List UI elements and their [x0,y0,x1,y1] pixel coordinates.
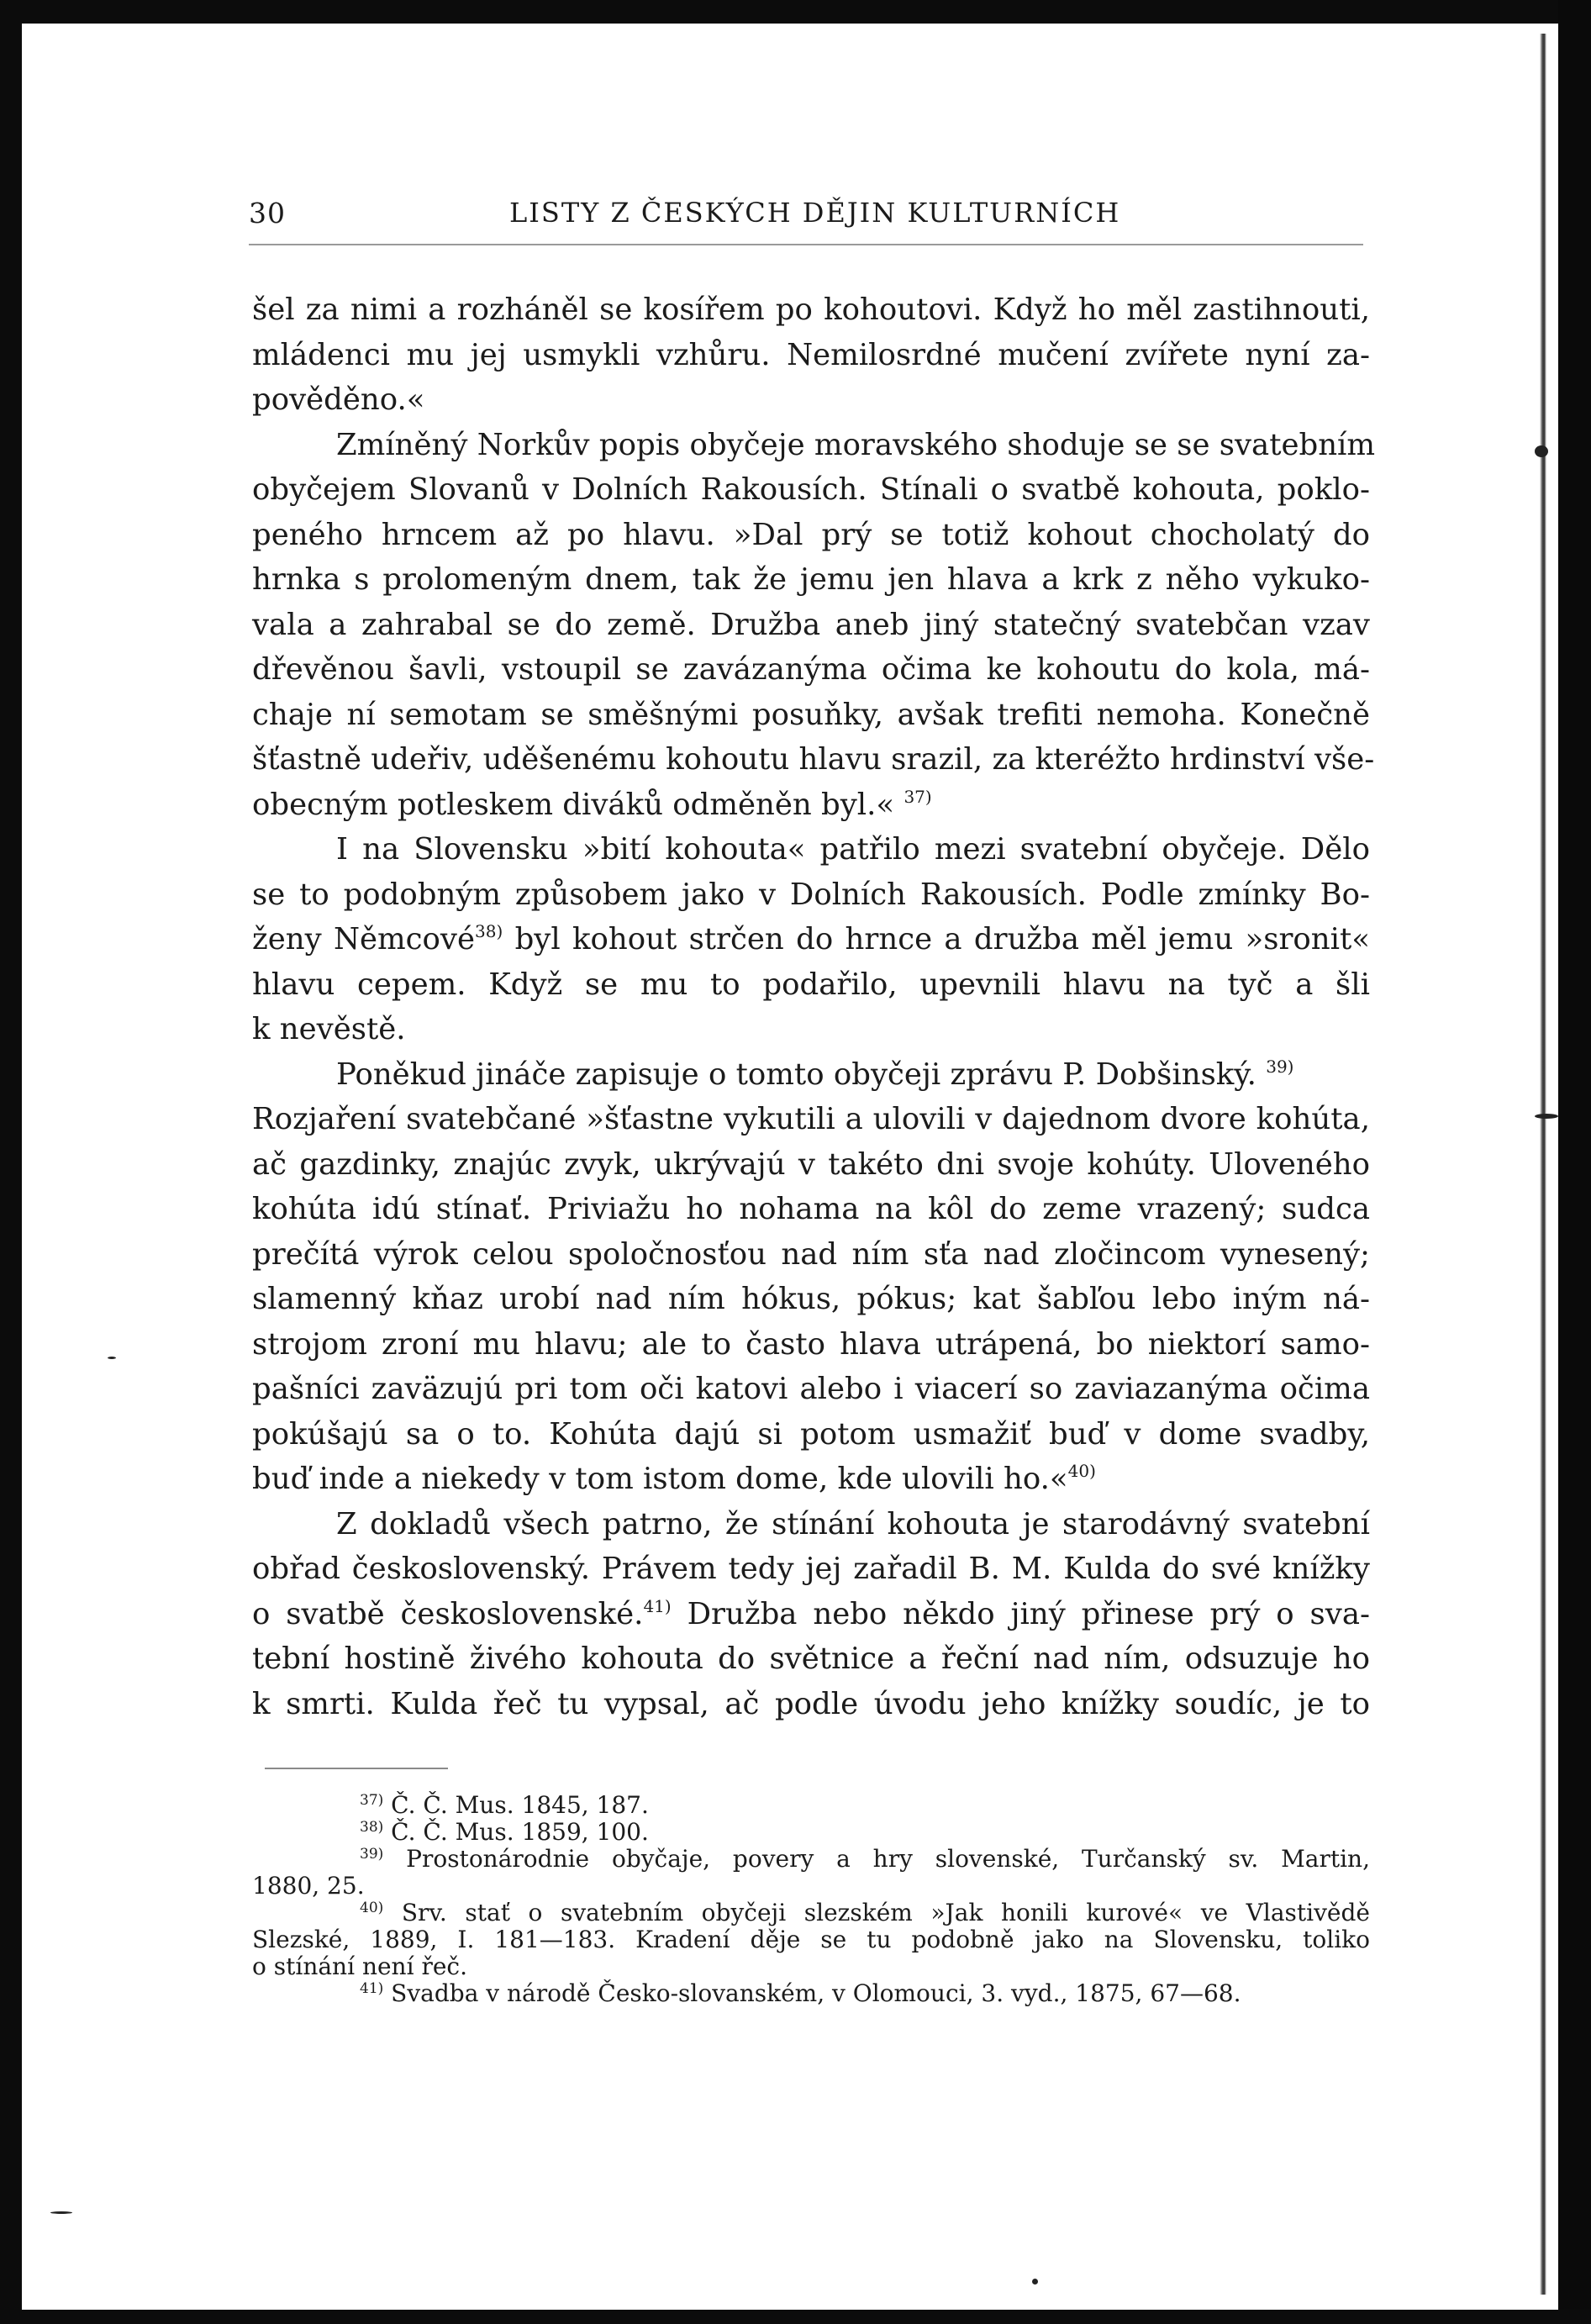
text-line: ač gazdinky, znajúc zvyk, ukrývajú v takéto dni svoje kohúty. Uloveného [252,1146,1370,1182]
text-line: se to podobným způsobem jako v Dolních Rakousích. Podle zmínky Bo- [252,877,1370,912]
text-line: Rozjaření svatebčané »šťastne vykutili a ulovili v dajednom dvore kohúta, [252,1102,1370,1136]
line-text: Poněkud jináče zapisuje o tomto obyčeji zprávu P. Dobšinský. [336,1057,1256,1092]
text-line: mládenci mu jej usmykli vzhůru. Nemilosrdné mučení zvířete nyní za- [252,337,1370,372]
footnote-text: Prostonárodnie obyčaje, povery a hry slovenské, Turčanský sv. Martin, [406,1845,1370,1873]
text-line: peného hrncem až po hlavu. »Dal prý se totiž kohout chocholatý do [252,517,1370,552]
scan-speck [1535,445,1548,457]
scan-speck [50,2211,72,2214]
text-line: pověděno.« [252,382,425,417]
text-line: obřad československý. Právem tedy jej zařadil B. M. Kulda do své knížky [252,1552,1370,1586]
text-line: vala a zahrabal se do země. Družba aneb jiný statečný svatebčan vzav [252,607,1370,642]
text-line: chaje ní semotam se směšnými posuňky, avšak trefiti nemoha. Konečně [252,697,1370,732]
page-number: 30 [249,197,286,229]
footnote-39 [252,1846,1370,1873]
footnote-ref-39: 39) [1266,1056,1294,1077]
text-line: I na Slovensku »bití kohouta« patřilo mezi svatební obyčeje. Dělo [336,832,1370,867]
footnote-number: 40) [360,1900,384,1916]
footnote-38 [252,1819,1370,1846]
footnote-40-cont: Slezské, 1889, I. 181—183. Kradení děje se tu podobně jako na Slovensku, toliko [252,1926,1370,1953]
scan-border-right [1558,0,1591,2324]
footnote-40 [252,1900,1370,1926]
line-text: obecným potleskem diváků odměněn byl.« [252,787,895,822]
text-line [252,1052,1370,1098]
footnote-text: Svadba v národě Česko-slovanském, v Olomouci, 3. vyd., 1875, 67—68. [391,1979,1241,2007]
footnote-number: 39) [360,1846,384,1863]
footnote-ref-40: 40) [1067,1461,1096,1481]
text-line: obyčejem Slovanů v Dolních Rakousích. Stínali o svatbě kohouta, poklo- [252,472,1370,507]
line-text: o svatbě československé. [252,1596,644,1631]
scan-speck [1535,1114,1558,1119]
footnotes [252,1792,1370,2007]
body-text [252,287,1376,1726]
scan-speck [108,1357,116,1359]
footnote-ref-37: 37) [903,786,932,807]
text-line: slamenný kňaz urobí nad ním hókus, pókus; kat šabľou lebo iným ná- [252,1282,1370,1316]
footnote-rule [265,1768,448,1769]
footnote-text: Č. Č. Mus. 1859, 100. [391,1818,649,1846]
text-line: pašníci zaväzujú pri tom oči katovi alebo i viacerí so zaviazanýma očima [252,1372,1370,1406]
text-line [252,783,1370,828]
footnote-40-cont: o stínání není řeč. [252,1952,467,1980]
text-line [252,1592,1370,1637]
text-line [252,1457,1370,1502]
running-title: LISTY Z ČESKÝCH DĚJIN KULTURNÍCH [509,197,1121,229]
line-text: byl kohout strčen do hrnce a družba měl jemu »sronit« [503,922,1370,956]
text-line: šel za nimi a rozháněl se kosířem po kohoutovi. Když ho měl zastihnouti, [252,292,1370,327]
text-line: šťastně udeřiv, uděšenému kohoutu hlavu srazil, za kteréžto hrdinství vše- [252,742,1375,777]
footnote-41 [252,1980,1370,2007]
text-line: Z dokladů všech patrno, že stínání kohouta je starodávný svatební [336,1506,1370,1541]
footnote-ref-41: 41) [643,1595,672,1616]
footnote-text: Č. Č. Mus. 1845, 187. [391,1791,649,1819]
line-text: Družba nebo někdo jiný přinese prý o sva- [671,1596,1370,1631]
text-line: tební hostině živého kohouta do světnice a řeční nad ním, odsuzuje ho [252,1642,1370,1676]
scan-speck [1032,2279,1038,2284]
text-line: prečítá výrok celou spoločnosťou nad ním sťa nad zločincom vynesený; [252,1236,1370,1272]
footnote-number: 37) [360,1792,384,1809]
text-line: kohúta idú stínať. Priviažu ho nohama na kôl do zeme vrazený; sudca [252,1192,1370,1226]
footnote-number: 41) [360,1980,384,1997]
text-line: pokúšajú sa o to. Kohúta dajú si potom usmažiť buď v dome svadby, [252,1416,1370,1452]
footnote-37 [252,1792,1370,1819]
footnote-39-cont: 1880, 25. [252,1872,365,1900]
text-line: k nevěstě. [252,1012,406,1046]
text-line: Zmíněný Norkův popis obyčeje moravského shoduje se se svatebním [336,427,1376,462]
book-spine-shadow [1540,34,1546,2295]
scan-border-top [0,0,1591,24]
line-text: ženy Němcové [252,922,475,956]
text-line: hlavu cepem. Když se mu to podařilo, upevnili hlavu na tyč a šli [252,967,1370,1002]
page-header [249,192,1363,239]
text-line: dřevěnou šavli, vstoupil se zavázanýma očima ke kohoutu do kola, má- [252,652,1370,687]
footnote-text: Srv. stať o svatebním obyčeji slezském »Jak honili kurové« ve Vlastivědě [401,1899,1370,1926]
footnote-ref-38: 38) [475,921,503,941]
text-line: strojom zroní mu hlavu; ale to často hlava utrápená, bo niektorí samo- [252,1326,1370,1362]
text-line: hrnka s prolomeným dnem, tak že jemu jen hlava a krk z něho vykuko- [252,562,1370,597]
footnote-number: 38) [360,1819,384,1836]
text-line [252,917,1370,962]
line-text: buď inde a niekedy v tom istom dome, kde ulovili ho.« [252,1462,1068,1496]
header-rule [249,244,1363,245]
scan-border-left [0,0,22,2324]
scan-border-bottom [0,2310,1591,2324]
text-line: k smrti. Kulda řeč tu vypsal, ač podle úvodu jeho knížky soudíc, je to [252,1686,1370,1721]
